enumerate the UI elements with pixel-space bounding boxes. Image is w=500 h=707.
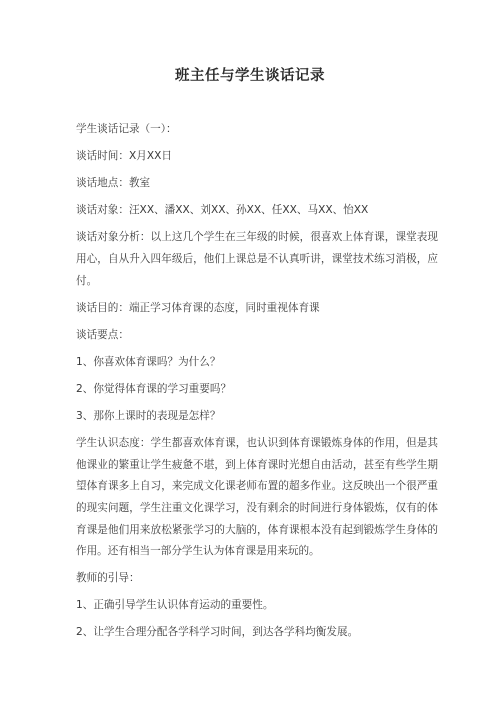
teacher-guidance-heading: 教师的引导： <box>76 572 140 585</box>
student-attitude: 学生认识态度：学生都喜欢体育课，也认识到体育课锻炼身体的作用，但是其他课业的繁重让学生疲惫不堪，到上体育课时光想自由活动，甚至有些学生期望体育课多上自习，来完成文化课老师布置的超多作业。这反映出一个很严重的现实问题，学生注重文化课学习，没有剩余的时间进行身体锻炼，仅有的体育课是他们用来放松紧张学习的大脑的，体育课根本没有起到锻炼学生身体的作用。还有相当一部分学生认为体育课是用来玩的。 <box>76 437 438 558</box>
talk-location: 谈话地点：教室 <box>76 177 151 190</box>
talk-purpose: 谈话目的：端正学习体育课的态度，同时重视体育课 <box>76 301 320 314</box>
talk-point-item: 2、你觉得体育课的学习重要吗？ <box>76 382 232 395</box>
participant-analysis: 谈话对象分析：以上这几个学生在三年级的时候，很喜欢上体育课，课堂表现用心，自从升入四年级后，他们上课总是不认真听讲，课堂技术练习消极，应付。 <box>76 231 438 287</box>
guidance-item: 1、正确引导学生认识体育运动的重要性。 <box>76 599 274 612</box>
record-heading: 学生谈话记录（一）： <box>76 123 177 135</box>
talk-time: 谈话时间：X月XX日 <box>76 150 172 163</box>
guidance-item: 2、让学生合理分配各学科学习时间，到达各学科均衡发展。 <box>76 626 359 639</box>
talk-points-heading: 谈话要点： <box>76 328 129 341</box>
document-title: 班主任与学生谈话记录 <box>175 68 325 84</box>
document-body <box>76 119 438 649</box>
talk-participants: 谈话对象：汪XX、潘XX、刘XX、孙XX、任XX、马XX、怡XX <box>76 204 369 217</box>
talk-point-item: 1、你喜欢体育课吗？为什么？ <box>76 355 221 368</box>
talk-point-item: 3、那你上课时的表现是怎样？ <box>76 410 221 423</box>
